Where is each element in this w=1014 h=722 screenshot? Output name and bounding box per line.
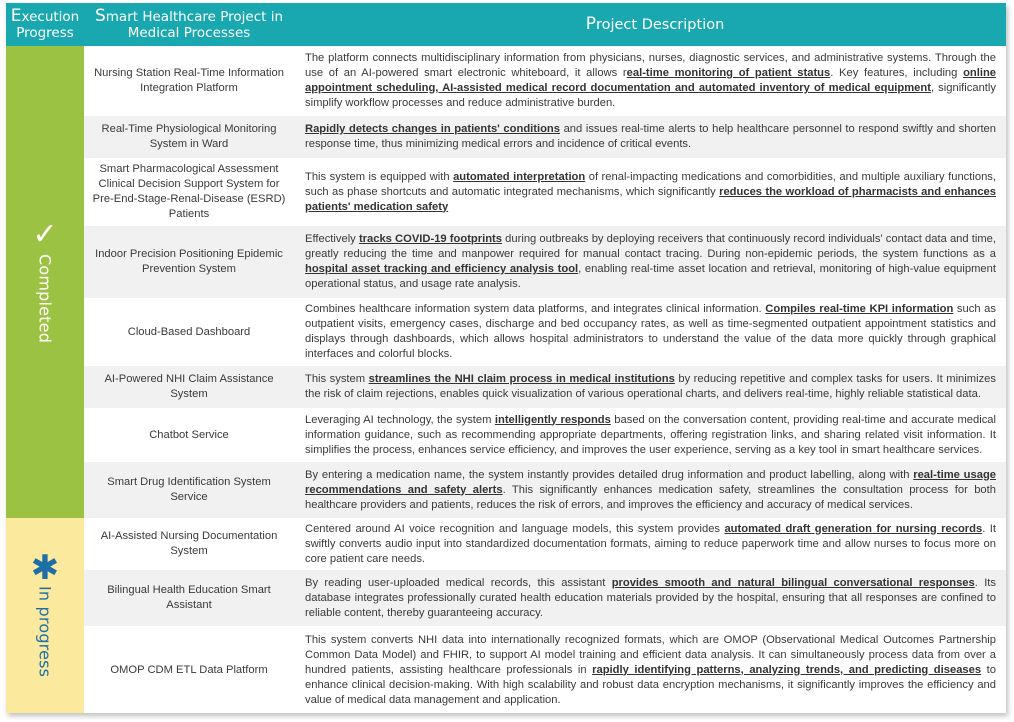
description-text xyxy=(305,522,996,567)
description-segment: , significantly simplify workflow processes and reduce administrative burden. xyxy=(305,82,996,109)
description-text xyxy=(305,170,996,215)
header-project-name xyxy=(84,3,294,46)
header-text: Medical Processes xyxy=(127,25,251,41)
header-text: xecution xyxy=(21,9,80,25)
description-segment: This system is equipped with xyxy=(305,170,454,183)
header-execution-progress xyxy=(6,3,84,46)
project-description-cell xyxy=(294,226,1006,298)
description-segment: By entering a medication name, the system instantly provides detailed drug information and product labelling, along with xyxy=(305,468,914,481)
table-row xyxy=(84,408,1006,462)
status-in-progress-band xyxy=(6,518,84,713)
table-row xyxy=(84,46,1006,116)
project-name-cell: Chatbot Service xyxy=(149,428,229,441)
header-cap-letter: E xyxy=(10,6,22,26)
description-segment: Combines healthcare information system data platforms, and integrates clinical information. xyxy=(305,303,766,315)
highlighted-phrase: provides smooth and natural bilingual conversational responses xyxy=(611,576,975,589)
project-description-cell xyxy=(294,46,1006,116)
project-description-cell xyxy=(294,518,1006,570)
highlighted-phrase: tracks COVID-19 footprints xyxy=(358,233,503,245)
description-segment: during outbreaks by deploying receivers that continuously record individuals' contact data and time, greatly reducing the time and manpower required for manual contact tracing. During non-epidemic periods, the system functions as a xyxy=(305,233,996,260)
table-row xyxy=(84,518,1006,570)
table-row xyxy=(84,298,1006,366)
description-segment: of renal-impacting medications and comorbidities, and multiple auxiliary functions, such as phase shortcuts and automatic integrated mechanisms, which significantly xyxy=(305,170,997,198)
project-description-cell xyxy=(294,158,1006,226)
description-segment: This system converts NHI data into internationally recognized formats, which are OMOP (Observational Medical Outcomes Partnership Common Data Model) and FHIR, to support AI model training and efficient data analysis. It can simultaneously process data from over a hundred patients, assisting healthcare professionals in xyxy=(305,633,996,676)
description-segment: and issues real-time alerts to help healthcare personnel to respond swiftly and shorten response time, thus minimizing medical errors and incidence of critical events. xyxy=(305,123,996,150)
table-row xyxy=(84,626,1006,714)
description-segment: based on the conversation content, providing real-time and accurate medical information guidance, such as recommending appropriate departments, offering registration links, and sharing related visit information. It simplifies the process, enhances service efficiency, and improves the user experience, serving as a key tool in smart healthcare services. xyxy=(305,413,997,456)
project-name-cell: Smart Pharmacological Assessment Clinical Decision Support System for Pre-End-Stage-Renal-Disease (ESRD) Patients xyxy=(92,163,286,220)
description-segment: , enabling real-time asset location and retrieval, monitoring of high-value equipment operational status, and usage rate analysis. xyxy=(305,263,996,290)
highlighted-phrase: intelligently responds xyxy=(494,413,611,426)
description-text xyxy=(305,633,996,708)
highlighted-phrase: Compiles real-time KPI information xyxy=(765,303,954,315)
project-name-cell: Real-Time Physiological Monitoring System in Ward xyxy=(101,123,277,150)
description-segment: by reducing repetitive and complex tasks for users. It minimizes the risk of claim rejections, enables quick visualization of various operational charts, and delivers real-time, highly reliable statistical data. xyxy=(305,373,996,400)
project-description-cell xyxy=(294,570,1006,626)
highlighted-phrase: hospital asset tracking and efficiency analysis tool xyxy=(305,263,579,275)
project-name-cell: OMOP CDM ETL Data Platform xyxy=(110,663,268,676)
table-row xyxy=(84,116,1006,158)
description-segment: . Its database integrates professionally curated health education materials provided by the hospital, ensuring that all responses are confined to reliable content, thereby guaranteeing accuracy. xyxy=(305,576,997,619)
description-segment: to enhance clinical decision-making. With high scalability and robust data encryption mechanisms, it significantly improves the efficiency and value of medical data management and application. xyxy=(305,663,996,706)
project-name-cell: Cloud-Based Dashboard xyxy=(127,325,251,338)
table-row xyxy=(84,570,1006,626)
table-row xyxy=(84,366,1006,408)
description-segment: Effectively xyxy=(305,233,359,245)
table-row xyxy=(84,462,1006,518)
description-segment: . It swiftly converts audio input into standardized documentation formats, aiming to reduce paperwork time and allow nurses to focus more on core patient care needs. xyxy=(305,522,996,565)
description-segment: Centered around AI voice recognition and language models, this system provides xyxy=(305,522,725,535)
project-description-cell xyxy=(294,408,1006,462)
project-name-cell: Nursing Station Real-Time Information Integration Platform xyxy=(94,67,284,94)
header-cap-letter: S xyxy=(94,6,106,26)
highlighted-phrase: streamlines the NHI claim process in medical institutions xyxy=(368,373,675,385)
description-text xyxy=(305,372,996,402)
project-description-cell xyxy=(294,626,1006,714)
table-header xyxy=(6,3,1006,46)
description-segment: By reading user-uploaded medical records, this assistant xyxy=(305,576,612,589)
table-body xyxy=(84,46,1006,714)
description-text xyxy=(305,51,996,111)
description-segment: Leveraging AI technology, the system xyxy=(305,413,495,426)
header-text: Progress xyxy=(16,25,74,41)
header-cap-letter: P xyxy=(585,14,596,34)
highlighted-phrase: eal-time monitoring of patient status xyxy=(626,67,831,79)
header-text: mart Healthcare Project in xyxy=(105,9,284,25)
header-project-description xyxy=(294,3,1006,46)
description-text xyxy=(305,232,996,292)
description-segment: This system xyxy=(305,373,369,385)
description-text xyxy=(305,468,996,513)
asterisk-icon: ✱ xyxy=(30,547,60,588)
project-name-cell: AI-Assisted Nursing Documentation System xyxy=(100,530,278,557)
checkmark-icon: ✓ xyxy=(32,217,58,253)
description-text xyxy=(305,122,996,152)
description-text xyxy=(305,302,996,362)
description-segment: The platform connects multidisciplinary information from physicians, nurses, diagnostic services, and administrative systems. Through the use of an AI-powered smart electronic whiteboard, it allows r xyxy=(305,52,996,79)
highlighted-phrase: automated interpretation xyxy=(453,170,586,183)
project-description-cell xyxy=(294,298,1006,366)
highlighted-phrase: real-time usage recommendations and safety alerts xyxy=(305,468,997,496)
project-description-cell xyxy=(294,116,1006,158)
description-segment: such as outpatient visits, emergency cases, discharge and bed occupancy rates, as well as time-segmented outpatient appointment statistics and displays through dashboards, which allows hospital administrators to understand the value of the data more quickly through graphical interfaces and colorful blocks. xyxy=(305,303,996,360)
description-segment: . Key features, including xyxy=(830,67,964,79)
table-row xyxy=(84,158,1006,226)
project-name-cell: Bilingual Health Education Smart Assistant xyxy=(107,584,271,611)
project-description-cell xyxy=(294,462,1006,518)
healthcare-projects-table xyxy=(6,3,1006,713)
status-completed-band xyxy=(6,46,84,518)
highlighted-phrase: reduces the workload of pharmacists and enhances patients' medication safety xyxy=(305,185,996,213)
highlighted-phrase: rapidly identifying patterns, analyzing trends, and predicting diseases xyxy=(592,663,982,676)
project-name-cell: AI-Powered NHI Claim Assistance System xyxy=(104,373,274,400)
highlighted-phrase: automated draft generation for nursing records xyxy=(724,522,983,535)
project-name-cell: Smart Drug Identification System Service xyxy=(107,476,271,503)
table-row xyxy=(84,226,1006,298)
status-in-progress-label: In progress xyxy=(35,585,55,678)
description-segment: . This significantly enhances medication safety, streamlines the consultation process for both healthcare providers and patients, reduces the risk of errors, and improves the efficiency and accuracy of medical services. xyxy=(305,483,996,511)
description-text xyxy=(305,576,996,621)
highlighted-phrase: Rapidly detects changes in patients' conditions xyxy=(305,123,560,135)
description-text xyxy=(305,413,996,458)
project-name-cell: Indoor Precision Positioning Epidemic Prevention System xyxy=(95,248,283,275)
highlighted-phrase: online appointment scheduling, AI-assisted medical record documentation and automated inventory of medical equipment xyxy=(305,67,997,94)
header-text: roject Description xyxy=(595,17,725,33)
status-completed-label: Completed xyxy=(35,254,55,344)
project-description-cell xyxy=(294,366,1006,408)
